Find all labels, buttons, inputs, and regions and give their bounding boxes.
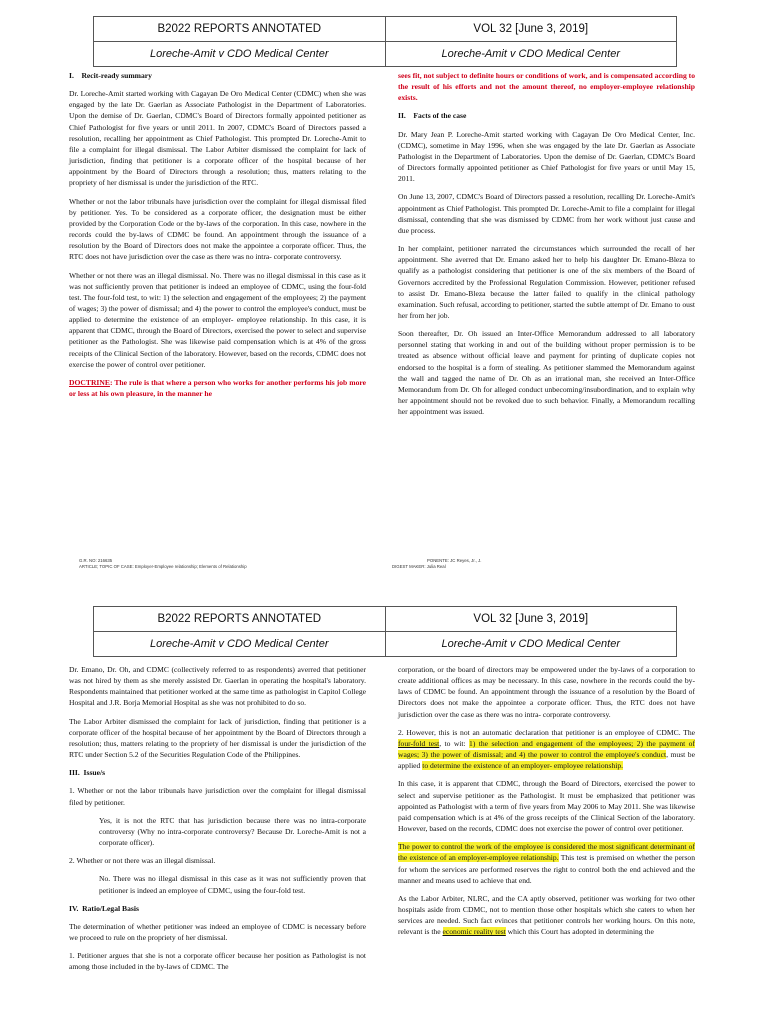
issue-1: 1. Whether or not the labor tribunals have jurisdiction over the complaint for illegal dismissal filed by petitioner. [69,786,366,807]
case-name-left: Loreche-Amit v CDO Medical Center [149,638,329,650]
labor-arbiter-paragraph: The Labor Arbiter dismissed the complaint for lack of jurisdiction, finding that petitioner is a corporate officer of the hospital because of her appointment by the Board of Directors through a resolution; thus, matters relating to the propriety of her dismissal is under the jurisdiction of the RTC under Section 5.2 of the Securities Regulation Code of the Philippines. [69,716,366,760]
section-heading-ratio: IV. Ratio/Legal Basis [69,903,139,913]
footer-right [392,558,481,571]
corporate-officer-paragraph: corporation, or the board of directors may be empowered under the by-laws of a corporation to create additional offices as may be necessary. In this case, nowhere in the records could the by-laws of CDMC be found. An appointment through the issuance of a resolution by the Board of Directors does not make the appointee a corporate officer. Thus, the RTC does not have jurisdiction over the case as there was no intra- corporate controversy. [398,665,695,719]
ponente: PONENTE: JC Reyes, Jr., J. [427,558,482,563]
control-paragraph: In this case, it is apparent that CDMC, through the Board of Directors, exercised the power to select and supervise petitioner as the Pathologist. It must be emphasized that petitioner was appointed as Pathologist with a term of five years from May 2006 to May 2011. She was likewise paid compensation which is at 4% of the gross receipts of the Clinical Section of the laboratory. However, based on the records, CDMC does not exercise the power of control over petitioner. [398,779,695,834]
article-topic: ARTICLE; TOPIC OF CASE: Employer-Employee relationship; Elements of Relationship [79,564,247,570]
economic-reality-text-b: which this Court has adopted in determining the [505,927,654,937]
case-name-right: Loreche-Amit v CDO Medical Center [385,632,677,656]
doctrine-paragraph [69,377,366,399]
four-fold-highlight-1: four-fold test [398,738,440,748]
volume-label: VOL 32 [June 3, 2019] [385,17,677,41]
page-2 [0,600,768,1024]
page-1-right-column [398,70,695,424]
report-title: B2022 REPORTS ANNOTATED [157,613,322,625]
page-1-left-column [69,70,366,406]
doctrine-label: DOCTRINE [69,377,110,387]
summary-paragraph: Dr. Loreche-Amit started working with Cagayan De Oro Medical Center (CDMC) when she was engaged by the late Dr. Gaerlan as Associate Pathologist in the Department of Laboratories. Upon the demise of Dr. Gaerlan, CDMC's Board of Directors formally appointed petitioner as Chief Pathologist for five years or until 2011. In 2007, CDMC's Board of Directors passed a resolution, recalling her appointment as Chief Pathologist. This prompted Dr. Loreche-Amit to file a complaint for illegal dismissal. The Labor Arbiter dismissed the complaint for lack of jurisdiction, finding that petitioner is a corporate officer of the hospital because of her appointment by the Board of Directors through a resolution; thus, matters relating to the propriety of her dismissal is under the jurisdiction of the RTC. [69,89,366,188]
page-2-left-column [69,664,366,979]
report-title: B2022 REPORTS ANNOTATED [157,23,322,35]
answer-2: No. There was no illegal dismissal in this case as it was not sufficiently proven that petitioner is indeed an employee of CDMC, using the four-fold test. [99,874,366,895]
section-heading-issues: III. Issue/s [69,768,106,778]
footer-left [79,558,247,571]
four-fold-text-c: , must be applied [398,750,695,771]
page-2-right-column [398,664,695,944]
economic-reality-highlight: economic reality test [442,927,506,937]
four-fold-text-b: , to wit: [439,738,470,748]
four-fold-highlight-3: to determine the existence of an employer- employee relationship. [422,761,624,771]
power-to-control-paragraph [398,841,695,886]
issue-2: 2. Whether or not there was an illegal dismissal. [69,856,216,866]
gr-number: G.R. NO: 216635 [79,558,113,563]
digest-maker: DIGEST MAKER: Julia Real [392,564,446,570]
economic-reality-text-a: As the Labor Arbiter, NLRC, and the CA aptly observed, petitioner was working for two other hospitals aside from CDMC, not to mention those other hospitals which she caters to when her services are needed. Such fact evinces that petitioner controls her working hours. On this note, relevant is the [398,893,695,937]
four-fold-paragraph [398,727,695,772]
ratio-paragraph-2: 1. Petitioner argues that she is not a corporate officer because her position as Pathologist is not among those included in the by-laws of CDMC. The [69,951,366,972]
facts-paragraph-4: Soon thereafter, Dr. Oh issued an Inter-Office Memorandum addressed to all laboratory personnel stating that working in and out of the building without proper permission is to be treated as absence without official leave and payment for printing of duplicate copies not endorsed to the hospital is a form of stealing. As petitioner slammed the Memorandum against the wall and tagged the name of Dr. Oh as an irrational man, she received an Inter-Office Memorandum from Dr. Oh for alleged conduct unbecoming/insubordination, and to explain why her appointment should not be revoked due to such behavior. Finally, a Memorandum recalling her appointment was issued. [398,329,695,417]
section-heading-facts: II. Facts of the case [398,111,467,121]
power-to-control-text: This test is premised on whether the person for whom the services are performed reserves the right to control both the end achieved and the manner and means used to achieve that end. [398,853,695,885]
jurisdiction-paragraph: Whether or not the labor tribunals have jurisdiction over the complaint for illegal dismissal filed by petitioner. Yes. To be considered as a corporate officer, the designation must be either provided by the Corporation Code or the by-laws of the corporation. In this case, nowhere in the records could the by-laws of CDMC be found. An appointment through the issuance of a resolution by the Board of Directors does not make the appointee a corporate officer. Thus, the RTC does not have jurisdiction over the case as there was no intra- corporate controversy. [69,196,366,262]
four-fold-text-a: 2. However, this is not an automatic declaration that petitioner is an employee of CDMC. The [398,727,695,737]
page-2-header [93,606,677,657]
four-fold-highlight-2: 1) the selection and engagement of the employees; 2) the payment of wages; 3) the power of dismissal; and 4) the power to control the employee's conduct [398,738,695,760]
facts-paragraph-2: On June 13, 2007, CDMC's Board of Directors passed a resolution, recalling Dr. Loreche-Amit's appointment as Chief Pathologist. This prompted Dr. Loreche-Amit to file a complaint for illegal dismissal, contending that she was dismissed by CDMC from her work without just cause and due process. [398,192,695,235]
facts-paragraph-1: Dr. Mary Jean P. Loreche-Amit started working with Cagayan De Oro Medical Center, Inc. (CDMC), sometime in May 1996, when she was engaged by the late Dr. Gaerlan as Associate Pathologist in the Department of Laboratories. Upon the demise of Dr. Gaerlan, CDMC's Board of Directors formally appointed petitioner as Chief Pathologist for five years or until May 15, 2011. [398,129,695,184]
ratio-paragraph-1: The determination of whether petitioner was indeed an employee of CDMC is necessary before we proceed to rule on the propriety of her dismissal. [69,921,366,942]
page-1-header [93,16,677,67]
doctrine-continued: sees fit, not subject to definite hours or conditions of work, and is compensated according to the result of his efforts and not the amount thereof, no employer-employee relationship exists. [398,71,695,103]
respondents-paragraph: Dr. Emano, Dr. Oh, and CDMC (collectively referred to as respondents) averred that petitioner was not hired by them as she merely assisted Dr. Gaerlan in operating the hospital's laboratory. Respondents maintained that petitioner worked at the same time as pathologist in Capitol College Hospital and J.R. Borja Memorial Hospital as she was not prohibited to do so. [69,665,366,708]
case-name-right: Loreche-Amit v CDO Medical Center [385,42,677,66]
doctrine-text: : The rule is that where a person who works for another performs his job more or less at his own pleasure, in the manner he [69,377,366,399]
case-name-left: Loreche-Amit v CDO Medical Center [149,48,329,60]
dismissal-paragraph: Whether or not there was an illegal dismissal. No. There was no illegal dismissal in this case as it was not sufficiently proven that petitioner is indeed an employee of CDMC, using the four-fold test. The four-fold test, to wit: 1) the selection and engagement of the employees; 2) the payment of wages; 3) the power of dismissal; and 4) the power to control the employee's conduct, must be applied to determine the existence of an employer- employee relationship. In this case, it is apparent that CDMC, through the Board of Directors, exercised the power to select and supervise petitioner as the Pathologist. She was likewise paid compensation which is at 4% of the gross receipts of the Clinical Section of the laboratory. However, based on the records, CDMC does not exercise the power of control over petitioner. [69,270,366,369]
facts-paragraph-3: In her complaint, petitioner narrated the circumstances which surrounded the recall of her appointment. She averred that Dr. Emano asked her to help his daughter Dr. Emano-Bleza to qualify as a pathologist considering that petitioner is one of the six members of the Board of Governors accredited by the Professional Regulation Commission. However, petitioner refused to assist Dr. Emano-Bleza because the latter failed to qualify in the clinical pathology examination. Such refusal, according to petitioner, started the subtle attempt of Dr. Emano to oust her from her job. [398,244,695,320]
section-heading-summary: I. Recit-ready summary [69,71,152,80]
power-to-control-highlight: The power to control the work of the employee is considered the most significant determinant of the existence of an employer-employee relationship. [398,842,695,863]
volume-label: VOL 32 [June 3, 2019] [385,607,677,631]
economic-reality-paragraph [398,893,695,938]
answer-1: Yes, it is not the RTC that has jurisdiction because there was no intra-corporate controversy (Why no intra-corporate controversy? Because Dr. Loreche-Amit is not a corporate officer). [99,815,366,848]
